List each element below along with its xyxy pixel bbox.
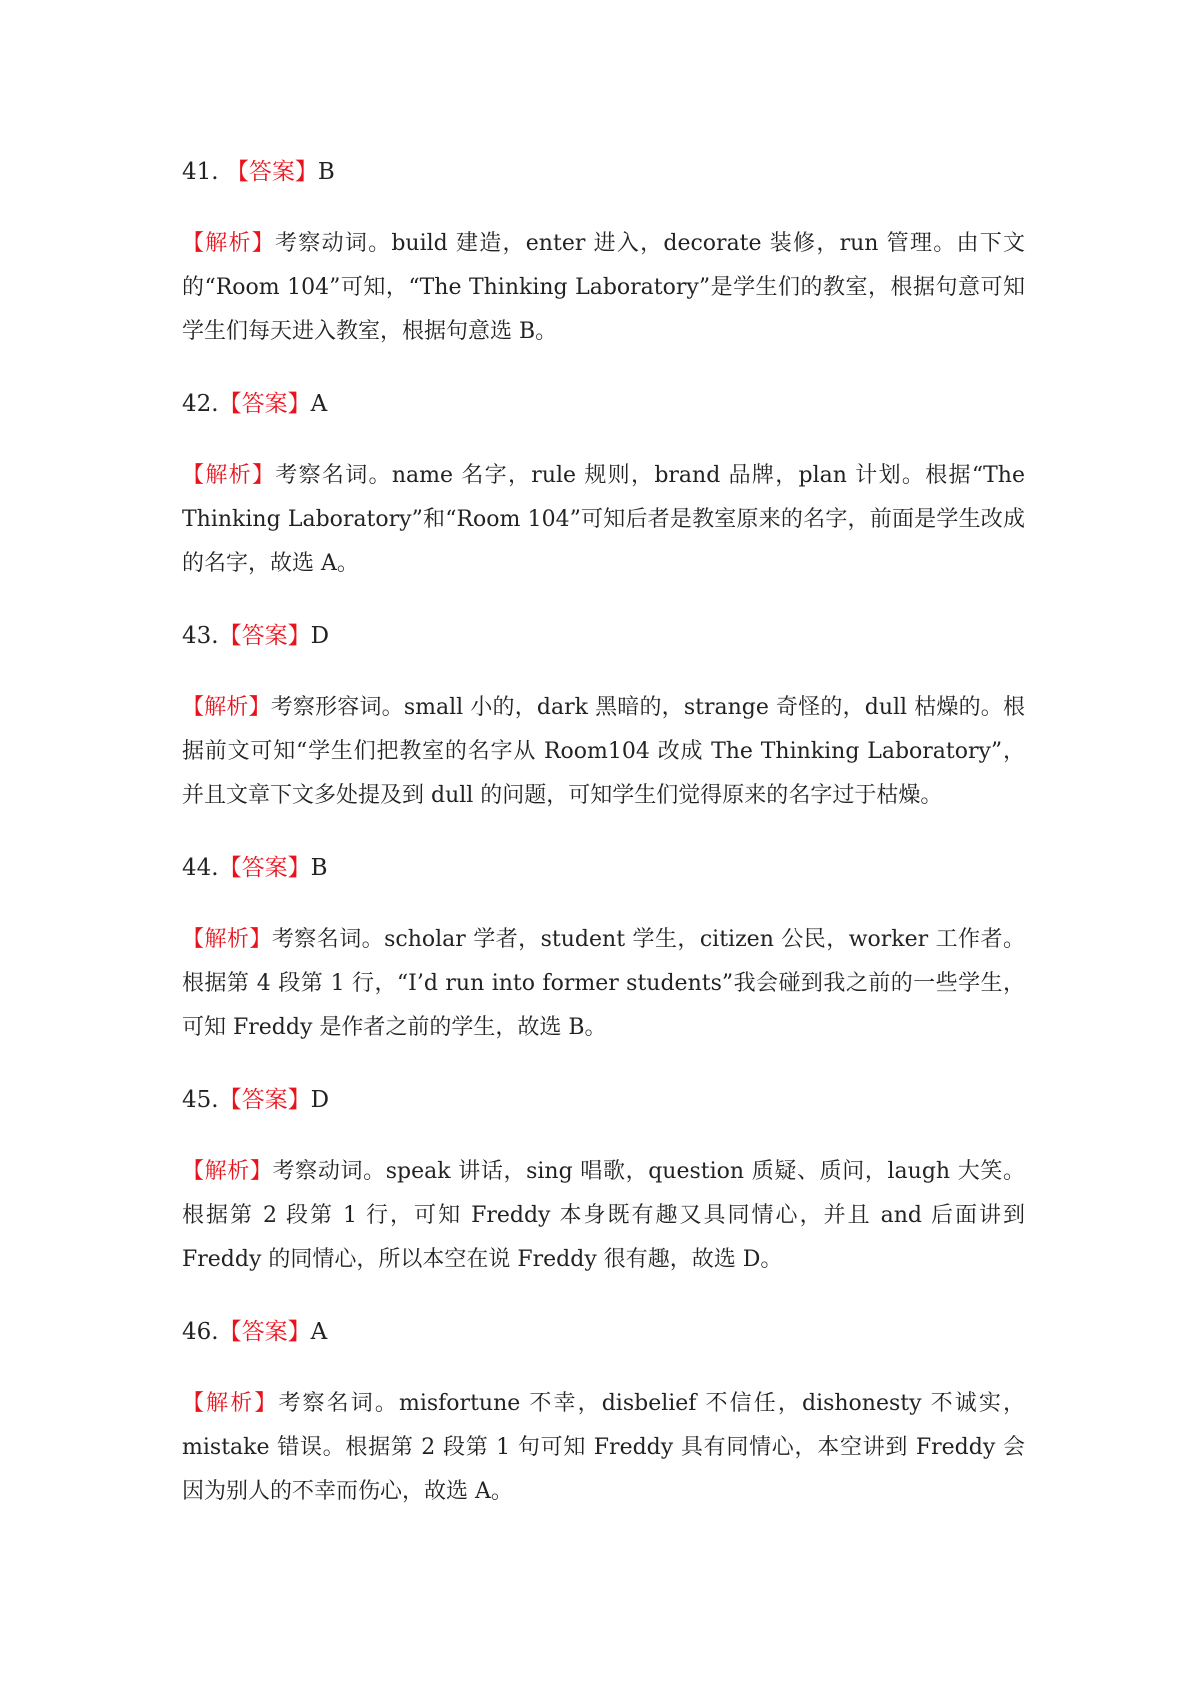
question-number: 42. [182, 391, 219, 417]
question-number: 43. [182, 623, 219, 649]
explanation [182, 222, 1025, 354]
answer-value: B [310, 855, 328, 881]
question-number: 41. [182, 159, 219, 185]
question-item-42 [182, 382, 1025, 586]
question-item-44 [182, 846, 1025, 1050]
question-item-45 [182, 1078, 1025, 1282]
answer-label: 【答案】 [225, 159, 318, 185]
explanation [182, 918, 1025, 1050]
answer-line [182, 1078, 1025, 1122]
explanation-text: 考察名词。name 名字，rule 规则，brand 品牌，plan 计划。根据“The Thinking Laboratory”和“Room 104”可知后者是教室原来的名字，前面是学生改成的名字，故选 A。 [182, 463, 1025, 576]
explanation-label: 【解析】 [182, 231, 276, 256]
answer-value: B [317, 159, 335, 185]
question-item-46 [182, 1310, 1025, 1514]
question-number: 46. [182, 1319, 219, 1345]
explanation-label: 【解析】 [182, 1159, 273, 1184]
explanation-text: 考察动词。build 建造，enter 进入，decorate 装修，run 管理。由下文的“Room 104”可知，“The Thinking Laboratory”是学生们的教室，根据句意可知学生们每天进入教室，根据句意选 B。 [182, 231, 1025, 344]
explanation-text: 考察名词。misfortune 不幸，disbelief 不信任，dishonesty 不诚实，mistake 错误。根据第 2 段第 1 句可知 Freddy 具有同情心，本空讲到 Freddy 会因为别人的不幸而伤心，故选 A。 [182, 1391, 1025, 1504]
question-item-41 [182, 150, 1025, 354]
answer-explanations [182, 150, 1025, 1542]
explanation-label: 【解析】 [182, 1391, 279, 1416]
explanation-text: 考察名词。scholar 学者，student 学生，citizen 公民，worker 工作者。根据第 4 段第 1 行，“I’d run into former students”我会碰到我之前的一些学生，可知 Freddy 是作者之前的学生，故选 B。 [182, 927, 1025, 1040]
answer-line [182, 1310, 1025, 1354]
answer-line [182, 846, 1025, 890]
answer-value: D [310, 623, 330, 649]
explanation-label: 【解析】 [182, 927, 272, 952]
question-item-43 [182, 614, 1025, 818]
answer-label: 【答案】 [218, 623, 311, 649]
answer-line [182, 382, 1025, 426]
explanation-text: 考察形容词。small 小的，dark 黑暗的，strange 奇怪的，dull 枯燥的。根据前文可知“学生们把教室的名字从 Room104 改成 The Thinking Laboratory”，并且文章下文多处提及到 dull 的问题，可知学生们觉得原来的名字过于枯燥。 [182, 695, 1025, 808]
question-number: 45. [182, 1087, 219, 1113]
question-number: 44. [182, 855, 219, 881]
answer-value: A [310, 1319, 328, 1345]
explanation [182, 686, 1025, 818]
answer-label: 【答案】 [218, 1087, 311, 1113]
explanation [182, 1382, 1025, 1514]
explanation [182, 1150, 1025, 1282]
explanation [182, 454, 1025, 586]
answer-label: 【答案】 [218, 1319, 311, 1345]
answer-line [182, 150, 1025, 194]
answer-value: A [310, 391, 328, 417]
explanation-text: 考察动词。speak 讲话，sing 唱歌，question 质疑、质问，laugh 大笑。根据第 2 段第 1 行，可知 Freddy 本身既有趣又具同情心，并且 and 后面讲到 Freddy 的同情心，所以本空在说 Freddy 很有趣，故选 D。 [182, 1159, 1025, 1272]
explanation-label: 【解析】 [182, 695, 271, 720]
explanation-label: 【解析】 [182, 463, 276, 488]
answer-line [182, 614, 1025, 658]
answer-value: D [310, 1087, 330, 1113]
answer-label: 【答案】 [218, 855, 311, 881]
answer-label: 【答案】 [218, 391, 311, 417]
